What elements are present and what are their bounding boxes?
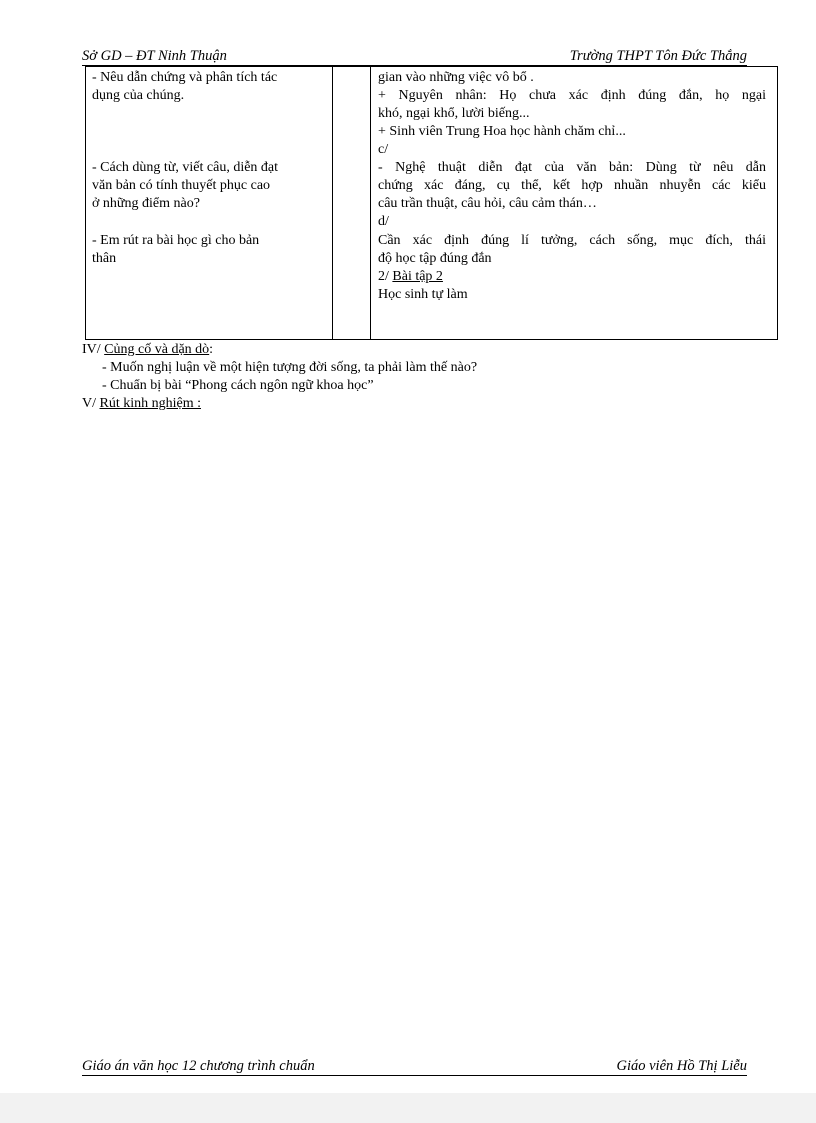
section-4-item: - Muốn nghị luận về một hiện tượng đời sống, ta phải làm thế nào? <box>102 360 478 375</box>
content-line: Cần xác định đúng lí tưởng, cách sống, mục đích, thái <box>378 233 766 248</box>
exercise-2-number: 2/ <box>378 269 393 284</box>
content-line: - Nghệ thuật diễn đạt của văn bản: Dùng từ nêu dẫn <box>378 160 766 175</box>
left-line: - Cách dùng từ, viết câu, diễn đạt <box>92 160 279 175</box>
header-department: Sở GD – ĐT Ninh Thuận <box>82 48 227 64</box>
left-line: ở những điểm nào? <box>92 196 200 211</box>
section-5-number: V/ <box>82 396 100 411</box>
section-4-colon: : <box>209 342 214 357</box>
content-line: câu trần thuật, câu hỏi, câu cảm thán… <box>378 196 597 211</box>
content-line: Học sinh tự làm <box>378 287 468 302</box>
content-line: chứng xác đáng, cụ thể, kết hợp nhuần nhuyễn các kiểu <box>378 178 766 193</box>
page-footer <box>82 1057 747 1076</box>
left-line: - Em rút ra bài học gì cho bản <box>92 233 260 248</box>
section-4-number: IV/ <box>82 342 105 357</box>
footer-course: Giáo án văn học 12 chương trình chuẩn <box>82 1058 315 1074</box>
section-4-heading <box>82 341 213 359</box>
teacher-activity-cell <box>86 67 333 340</box>
content-line: gian vào những việc vô bổ . <box>378 70 534 85</box>
left-line: dụng của chúng. <box>92 88 185 103</box>
content-line: + Sinh viên Trung Hoa học hành chăm chỉ... <box>378 124 626 139</box>
content-line: độ học tập đúng đắn <box>378 251 492 266</box>
left-line: văn bản có tính thuyết phục cao <box>92 178 271 193</box>
footer-teacher: Giáo viên Hồ Thị Liễu <box>616 1058 747 1074</box>
content-line: c/ <box>378 142 389 157</box>
lesson-table <box>85 66 778 340</box>
section-4-item: - Chuẩn bị bài “Phong cách ngôn ngữ khoa học” <box>102 378 374 393</box>
exercise-2-heading <box>378 268 443 286</box>
content-cell <box>371 67 778 340</box>
content-line: khó, ngại khổ, lười biếng... <box>378 106 530 121</box>
left-line: thân <box>92 251 117 266</box>
section-4-title: Củng cố và dặn dò <box>104 342 210 357</box>
page-header <box>82 47 747 66</box>
content-line: d/ <box>378 214 389 229</box>
exercise-2-title: Bài tập 2 <box>392 269 443 284</box>
section-5-title: Rút kinh nghiệm : <box>99 396 201 411</box>
content-line: + Nguyên nhân: Họ chưa xác định đúng đắn, họ ngại <box>378 88 766 103</box>
section-5-heading <box>82 395 201 413</box>
page-bottom-margin <box>0 1093 816 1123</box>
left-line: - Nêu dẫn chứng và phân tích tác <box>92 70 278 85</box>
student-activity-cell <box>333 67 371 340</box>
header-school: Trường THPT Tôn Đức Thắng <box>569 48 747 64</box>
